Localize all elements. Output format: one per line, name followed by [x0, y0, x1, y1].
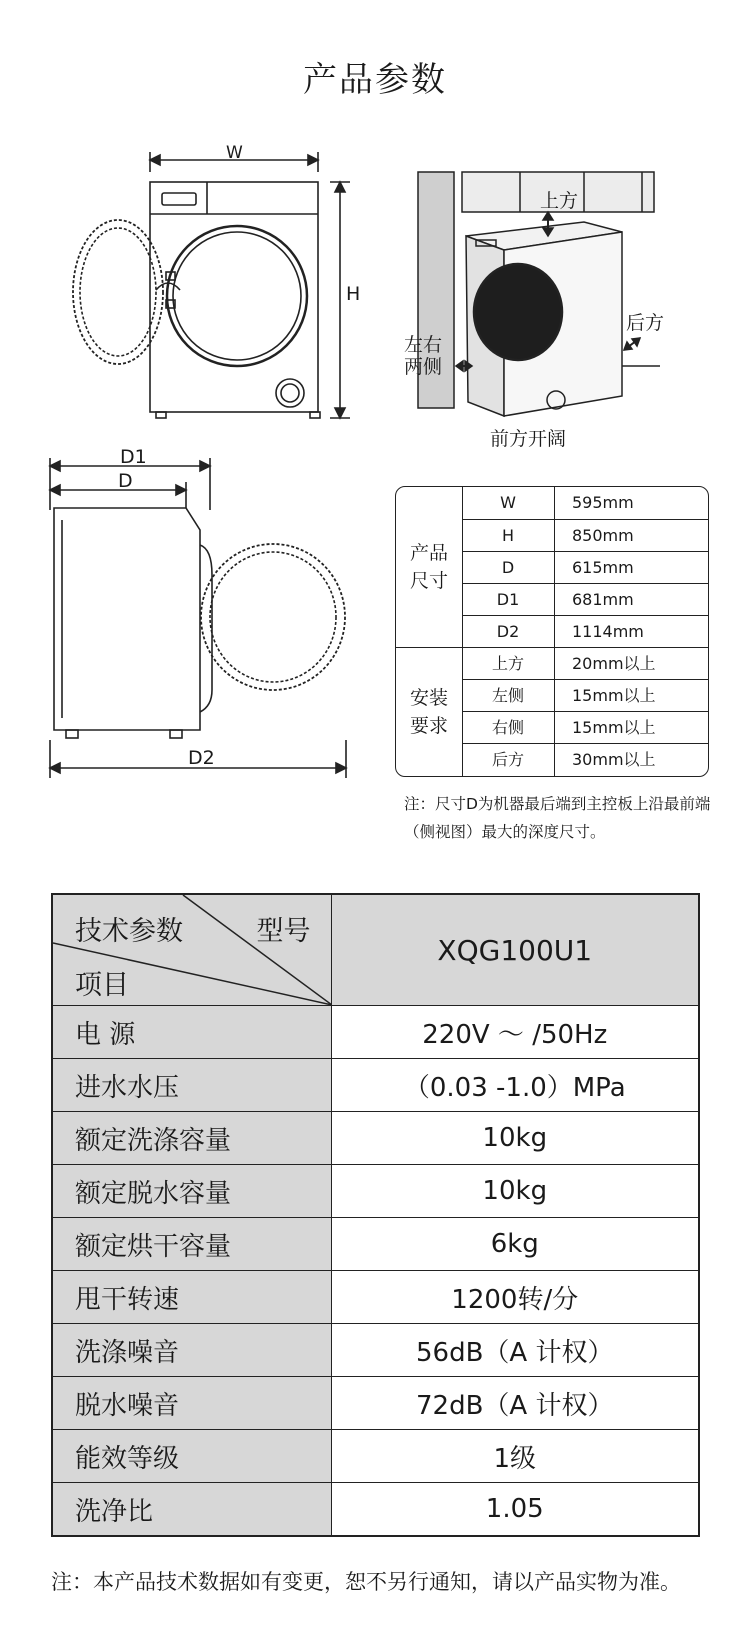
spec-value: 56dB（A 计权） [331, 1324, 699, 1377]
clearance-label-sides-1: 左右 [404, 334, 443, 356]
dim-row [462, 711, 708, 744]
spec-label: 额定脱水容量 [52, 1165, 331, 1218]
group-install-req: 安装 要求 [396, 647, 463, 776]
spec-value: 72dB（A 计权） [331, 1377, 699, 1430]
dim-row [462, 551, 708, 584]
dim-key: D2 [462, 616, 555, 648]
dim-label-w: W [226, 143, 243, 163]
page-title: 产品参数 [303, 60, 447, 100]
dim-value: 20mm以上 [572, 654, 656, 673]
clearance-label-back: 后方 [626, 312, 665, 334]
spec-table [51, 893, 700, 1537]
dim-key: 后方 [462, 744, 555, 776]
dim-label-d: D [118, 470, 133, 492]
installation-drawing [418, 172, 660, 416]
spec-label: 能效等级 [52, 1430, 331, 1483]
table-row [52, 1377, 699, 1430]
spec-value: 6kg [331, 1218, 699, 1271]
side-view-drawing [50, 458, 346, 778]
dim-row [462, 679, 708, 712]
dim-value: 15mm以上 [572, 718, 656, 737]
header-model: 型号 [256, 916, 311, 947]
dim-key: 上方 [462, 648, 555, 680]
dim-row [462, 519, 708, 552]
dim-value: 850mm [572, 526, 634, 545]
spec-value: 1.05 [331, 1483, 699, 1537]
table-row [52, 1112, 699, 1165]
dim-row [462, 647, 708, 680]
spec-value: 10kg [331, 1165, 699, 1218]
spec-label: 洗净比 [52, 1483, 331, 1537]
spec-value: 220V ～ /50Hz [331, 1006, 699, 1059]
spec-label: 洗涤噪音 [52, 1324, 331, 1377]
table-row [52, 1483, 699, 1537]
spec-value: 10kg [331, 1112, 699, 1165]
spec-value: （0.03 -1.0）MPa [331, 1059, 699, 1112]
table-row [52, 1430, 699, 1483]
spec-label: 额定烘干容量 [52, 1218, 331, 1271]
dim-key: 右侧 [462, 712, 555, 744]
spec-value: 1200转/分 [331, 1271, 699, 1324]
front-view-drawing [73, 152, 350, 418]
footnote: 注：本产品技术数据如有变更，恕不另行通知，请以产品实物为准。 [51, 1570, 681, 1594]
dim-row [462, 743, 708, 776]
dim-label-d2: D2 [188, 747, 215, 769]
spec-header-row [52, 894, 699, 1006]
table-row [52, 1218, 699, 1271]
dim-row [462, 615, 708, 648]
spec-label: 脱水噪音 [52, 1377, 331, 1430]
header-tech-params: 技术参数 [75, 916, 183, 947]
header-item: 项目 [75, 970, 129, 1001]
dim-row [462, 487, 708, 519]
dim-key: 左侧 [462, 680, 555, 712]
dimension-note: 注：尺寸D为机器最后端到主控板上沿最前端（侧视图）最大的深度尺寸。 [404, 795, 711, 841]
spec-value: 1级 [331, 1430, 699, 1483]
dim-value: 681mm [572, 590, 634, 609]
group-product-size: 产品 尺寸 [396, 487, 463, 648]
table-row [52, 1165, 699, 1218]
spec-label: 进水水压 [52, 1059, 331, 1112]
dim-value: 1114mm [572, 622, 644, 641]
dim-value: 595mm [572, 493, 634, 512]
dim-label-h: H [346, 283, 361, 305]
clearance-label-front: 前方开阔 [490, 428, 567, 450]
model-number: XQG100U1 [331, 894, 699, 1006]
table-row [52, 1271, 699, 1324]
dim-value: 615mm [572, 558, 634, 577]
dim-value: 15mm以上 [572, 686, 656, 705]
dimension-table [395, 486, 709, 777]
spec-header-diagonal-cell [52, 894, 331, 1006]
clearance-label-top: 上方 [540, 190, 579, 212]
dim-row [462, 583, 708, 616]
clearance-label-sides-2: 两侧 [404, 356, 443, 378]
table-row [52, 1324, 699, 1377]
table-row [52, 1059, 699, 1112]
dim-label-d1: D1 [120, 446, 147, 468]
dim-key: D1 [462, 584, 555, 616]
dim-key: W [462, 487, 555, 519]
dim-key: H [462, 520, 555, 552]
spec-label: 额定洗涤容量 [52, 1112, 331, 1165]
spec-label: 电 源 [52, 1006, 331, 1059]
dim-value: 30mm以上 [572, 750, 656, 769]
spec-label: 甩干转速 [52, 1271, 331, 1324]
table-row [52, 1006, 699, 1059]
dim-key: D [462, 552, 555, 584]
